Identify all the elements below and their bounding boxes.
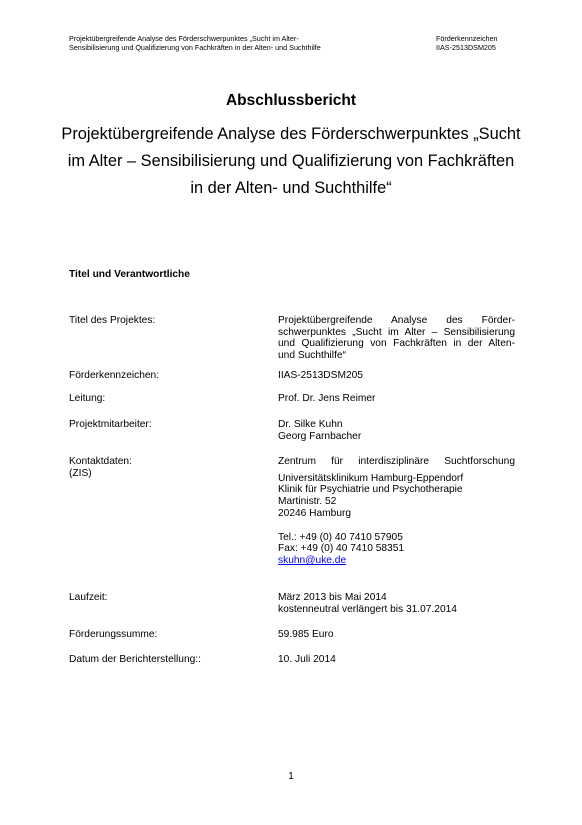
field-value <box>278 592 515 615</box>
field-value: IIAS-2513DSM205 <box>278 370 363 381</box>
field-label <box>69 456 269 479</box>
value-line: 20246 Hamburg <box>278 507 352 519</box>
value-line: schwerpunktes „Sucht im Alter – Sensibilisierung <box>278 326 515 338</box>
contact-fax: Fax: +49 (0) 40 7410 58351 <box>278 543 405 555</box>
contact-organization: Zentrum für interdisziplinäre Suchtforschung <box>278 456 515 467</box>
header-left-line-2: Sensibilisierung und Qualifizierung von Fachkräften in der Alten- und Suchthilfe <box>69 42 321 52</box>
field-label: Förderungssumme: <box>69 629 158 640</box>
page-number: 1 <box>288 771 294 782</box>
section-heading: Titel und Verantwortliche <box>69 269 190 280</box>
header-right-line-2: IIAS-2513DSM205 <box>436 42 496 52</box>
label-line: Kontaktdaten: <box>69 456 132 467</box>
subtitle-line: Projektübergreifende Analyse des Förderschwerpunktes „Sucht <box>61 125 521 143</box>
project-subtitle <box>40 121 542 202</box>
field-label: Leitung: <box>69 393 106 404</box>
value-line: Georg Farnbacher <box>278 430 362 442</box>
field-value: 10. Juli 2014 <box>278 654 336 665</box>
header-right-line-1: Förderkennzeichen <box>436 34 498 43</box>
value-line: Klinik für Psychiatrie und Psychotherapie <box>278 484 463 496</box>
header-left-line-1: Projektübergreifende Analyse des Förderschwerpunktes „Sucht im Alter- <box>69 34 299 43</box>
field-value <box>278 315 515 362</box>
field-value <box>278 456 515 567</box>
field-label: Förderkennzeichen: <box>69 370 160 381</box>
field-label: Titel des Projektes: <box>69 315 156 326</box>
label-line: (ZIS) <box>69 467 92 479</box>
field-label: Projektmitarbeiter: <box>69 419 152 430</box>
value-line: kostenneutral verlängert bis 31.07.2014 <box>278 603 457 615</box>
field-label: Datum der Berichterstellung:: <box>69 654 201 665</box>
value-line: Dr. Silke Kuhn <box>278 419 343 430</box>
field-label: Laufzeit: <box>69 592 108 603</box>
report-title: Abschlussbericht <box>225 92 357 109</box>
field-value <box>278 419 515 442</box>
subtitle-line: im Alter – Sensibilisierung und Qualifizierung von Fachkräften <box>67 152 515 170</box>
value-line: Martinistr. 52 <box>278 496 337 508</box>
value-line: und Qualifizierung von Fachkräften in der Alten- <box>278 338 515 350</box>
contact-phone: Tel.: +49 (0) 40 7410 57905 <box>278 531 403 543</box>
value-line: Projektübergreifende Analyse des Förder- <box>278 315 515 326</box>
subtitle-line: in der Alten- und Suchthilfe“ <box>190 179 392 197</box>
running-header-grant <box>436 35 498 52</box>
value-line: März 2013 bis Mai 2014 <box>278 592 387 603</box>
contact-email-link[interactable]: skuhn@uke.de <box>278 554 347 566</box>
value-line: Universitätsklinikum Hamburg-Eppendorf <box>278 472 464 484</box>
field-value: Prof. Dr. Jens Reimer <box>278 393 376 404</box>
field-value: 59.985 Euro <box>278 629 334 640</box>
running-header-title <box>69 35 321 52</box>
value-line: und Suchthilfe“ <box>278 350 346 362</box>
